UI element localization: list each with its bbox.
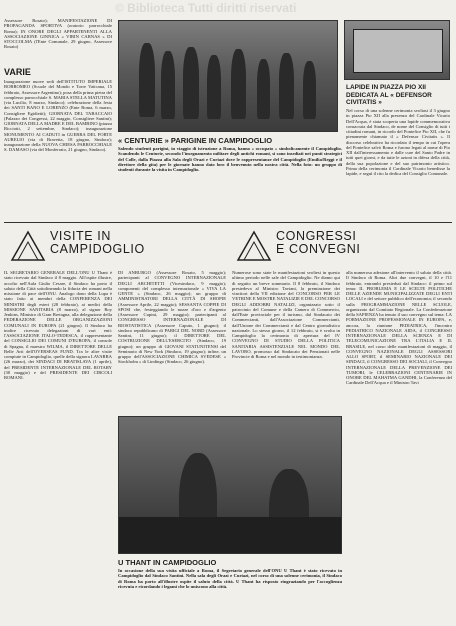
capitol-emblem-icon	[8, 226, 48, 264]
photo-bottom-caption-text: In occasione della sua visita ufficiale a Roma, il Segretario generale dell'ONU U Thant è stato ricevuto in Campidoglio dal Sindaco Santini. Nella sala degli Orazi e Curiazi, nel corso di una solenne cerimonia, il Sindaco di Roma ha porto all'illustre ospite il saluto della città. U Thant ha risposto ringraziando per l'accoglienza ricevuta e ricordando i legami che lo uniscono alla città.	[118, 568, 342, 589]
photo-u-thant	[118, 416, 342, 554]
photo-top-caption-title: « CENTURIE » PARIGINE IN CAMPIDOGLIO	[118, 136, 273, 145]
banner-congressi	[230, 226, 452, 266]
banner-visite-line2: CAMPIDOGLIO	[50, 242, 145, 256]
plate-text-paragraph: Nel corso di una solenne cerimonia svoltasi il 3 giugno in piazza Pio XII alla presenza del Cardinale Vicario Dell'Acqua, è stata scoperta una lapide commemorativa consacrata dal Sindaco, de nome del Consiglio di tutti i cittadini romani, in ricordo del Pontefice Pio XII, che fu pienamente chiamato il « Defensor Civitatis ». Il discorso celebrativo ha ricordato il tempo in cui l'opera del Pontefice salvò Roma e furono legati al nome di Pio XII dall'interessamento e dalle cure del Santo Padre in tutti quei giorni, e da tutte le azioni in difesa della città, della sua popolazione e del suo patrimonio artistico. Prima della cerimonia il Cardinale Vicario benedisse la lapide, e seguì il rito la dedica del Consiglio Comunale.	[346, 108, 450, 176]
photo-top-caption-text: Salendo studenti parigini, in viaggio di istruzione a Roma, hanno « occupato » simbolicamente il Campidoglio. Scandendo le Centurie, secondo l'insegnamento militare degli antichi romani, si sono insediati nei punti strategici del Colle, dalla Piazza alla Sala degli Orazi e Curiazi dove le rappresentanze del Campidoglio (Emilia/Reggi e il direttore della gita) per le giornate hanno dato loro il benvenuto nella nostra città. Nella foto: un gruppo di studenti durante la visita in Campidoglio.	[118, 146, 342, 172]
column-visite-1	[4, 270, 112, 622]
photo-bottom-caption	[118, 568, 342, 622]
banner-visite-line1: VISITE IN	[50, 229, 111, 243]
photo-bottom-caption-title: U THANT IN CAMPIDOGLIO	[118, 558, 217, 567]
capitol-emblem-icon	[234, 226, 274, 264]
photo-top-caption	[118, 146, 342, 212]
column-top-left-intro	[4, 18, 112, 66]
banner-congressi-line2: E CONVEGNI	[276, 242, 361, 256]
column-visite-2	[118, 270, 226, 412]
column-congressi-2	[346, 270, 452, 622]
section-title-varie: VARIE	[4, 67, 31, 77]
watermark: © Biblioteca Tutti diritti riservati	[115, 1, 297, 15]
varie-paragraph: Inaugurazione nuove sedi dell'ISTITUTO IMPERIALE BORROMEO (Scuole del Mondo e Torre Vaticana, 15 febbraio, Assessore Argentino); posa della prima pietra del complesso parrocchiale S. MARIA STELLA MATUTINA (via Lucilio, 8 marzo, Sindaco); celebrazione della festa dei SANTI BANO E LORENZO (Ente Roma, 6 marzo, Consigliere Egidietti); GIORNATA DEL TABACCAIO (Palazzo dei Congressi, 22 maggio, Consigliere Santini); GIORNATA DELLA MADRE E DEL BAMBINO (piazza Ricciotti, 2 settembre, Sindaco); inaugurazione MONUMENTO AI CADUTI in GUERRA DEL FORTE AURELIO (via di Bravetta, 18 giugno, Sindaco); inaugurazione della NUOVA CHIESA PARROCCHIALE S. DAMASO (via del Monferrato, 21 giugno, Sindaco).	[4, 79, 112, 153]
banner-visite	[4, 226, 226, 266]
plate-text	[346, 108, 450, 216]
banner-congressi-line1: CONGRESSI	[276, 229, 357, 243]
divider	[4, 222, 452, 223]
visite-paragraph-2: DI ANBURGO (Assessore Rosato, 5 maggio); partecipanti al CONVEGNO INTERNAZIONALE DEGLI ARCHITETTI (Vicesindaco, 9 maggio); componenti del complesso internazionale « VIVA LA GENTE » (Sindaco, 26 maggio); un gruppo di AMMINISTRATORI DELLA CITTÀ DI SHOPIE (Assessore Aprile, 22 maggio); SESSANTA COPPIE DI SPOSI che, festeggiando le nozze d'oro e d'argento (Assessore Cupini, 29 maggio); partecipanti al CONGRESSO INTERNAZIONALE DI BIOSTATISTICA (Assessore Caputo, 1 giugno); il sindaco repubblicano di PARIGI DEL NORD (Assessore Santini, 11 giugno); il DIRETTORE DEL COSTRUZIONE DELL'ESERCITO (Sindaco, 19 giugno); un gruppo di GIOVANI STATUNITENSI del Seminario di New York (Sindaco, 19 giugno); infine, un gruppo dell'ASSOCIAZIONE CHIMICA SVEDESE « Stockholm » di Lindingo (Sindaco, 26 giugno).	[118, 270, 226, 365]
visite-paragraph-1: IL SEGRETARIO GENERALE DELL'ONU U Thant è stato ricevuto dal Sindaco il 8 maggio. All'ospite illustre, accolto nell'Aula Giulio Cesare, il Sindaco ha porto il saluto della Città sottolineando la fiducia dei romani nella missione di pace dell'ONU. Analogo dono della Lupa è stato fatto ai membri della CONFERENZA DEI MINISTRI degli esteri (28 febbraio), ai medici della MISSIONE SANITARIA (8 marzo), al signor Roy Jenkins, Ministro di Gran Bretagna, alla delegazione della FEDERAZIONE DELLE ORGANIZZAZIONI COMUNALI IN EUROPA (21 giugno). Il Sindaco ha inoltre ricevuto delegazioni di vari enti: l'ASSOCIAZIONE ITALO-TEDESCA, il rappresentante del CONSIGLIO DEI COMUNI D'EUROPA, il console di Spagna, il maestro WILMA, il DIRETTORE DELLE Belle Arti dell'OVERSEAS FUND. Tra le altre visite compiute in Campidoglio, quelle della signora LAVARRA (26 marzo), dei SINDACI DI BRATISLAVA (1 aprile), del PRESIDENTE INTERNAZIONALE DEL ROTARY (30 maggio) e del PRESIDENTE DEI CIRCOLI ROMANI.	[4, 270, 112, 380]
photo-centurie-parigine	[118, 20, 338, 132]
congressi-paragraph-1: Numerose sono state le manifestazioni svoltesi in questo ultimo periodo nelle sale del Campidoglio. Ne diamo qui di seguito un breve sommario. Il 8 febbraio, il Sindaco presiedeva al Ministro Taviani, la premiazione dei vincitori della VII edizione del CONCORSO PER LE VETRINE E MOSTRE NATALIZIE E DEL CONCORSO DEGLI ADDOBBI NATALIZI, organizzato sotto il patrocinio del Comune e della Camera di Commercio, dall'Ente provinciale per il turismo, dal Sindacato dei Commercianti, dall'Associazione Commercianti, dall'Unione dei Commercianti e dal Centro giornalistico nazionale. Lo stesso giorno, il 12 febbraio, si è svolta in Campidoglio la cerimonia di apertura del IV CONVEGNO DI STUDIO DELLA POLITICA SANITARIA ASSISTENZIALE NEL MONDO DEL LAVORO, promosso dal Sindacato dei Pensionati nelle Provincie di Roma e nel mondo in testimonianza.	[232, 270, 340, 359]
congressi-paragraph-2: alla numerosa adesione all'intervento il saluto della città. Il Sindaco di Roma. Altri due convegni, il 10 e l'11 febbraio, entrambi presieduti dal Sindaco: il primo sul tema: IL PROBLEMA E LE SCELTE POLITICHE DELLE AZIENDE MUNICIPALIZZATE DEGLI ENTI LOCALI e del settore pubblico dell'economia; il secondo sulla PROGRAMMAZIONE NELLE SCUOLE, organizzato dal Comitato Regionale. La Confederazione della SAPIENZA ha tenuto il suo convegno sul tema: LA FORMAZIONE PROFESSIONALE IN EUROPA, e, ancora, la riunione PEDIATRICA, l'incontro PEDIATRICO NAZIONALE AIDA, il CONGRESSO INTERNAZIONALE DELLA SCIENZA E DI TELECOMUNICAZIONE TRA L'ITALIA E IL BRASILE, nel corso delle manifestazioni di maggio, il CONVEGNO NAZIONALE DEGLI ASSESSORI ALLO SPORT, il SEMINARIO NAZIONALE DEI SINDACI, il CONGRESSO DEI SOCIALI, il Convegno INTERNAZIONALE DELLA PREVENZIONE DEI TUMORI, le CELEBRAZIONI CENTENARIE IN ONORE DEL MAHATMA GANDHI, la Conferenza del Cardinale Dell'Acqua e il Ministro Tavi	[346, 270, 452, 386]
plate-title: LAPIDE IN PIAZZA PIO XII DEDICATA AL « DEFENSOR CIVITATIS »	[346, 84, 432, 106]
photo-lapide	[344, 20, 450, 80]
intro-paragraph: Assessore Rosato); MANIFESTAZIONE DI PROPAGANDA SPORTIVA (oratorio parrocchiale Roma); IN ONORE DEGLI APPARTENENTI ALLA ASSOCIAZIONE GINNICA « VIRIN CARNAS » DI STOCCOLMA (l'Ente Comunale, 29 giugno, Assessore Rosato)	[4, 18, 112, 50]
column-varie	[4, 79, 112, 219]
column-congressi-1	[232, 270, 340, 412]
